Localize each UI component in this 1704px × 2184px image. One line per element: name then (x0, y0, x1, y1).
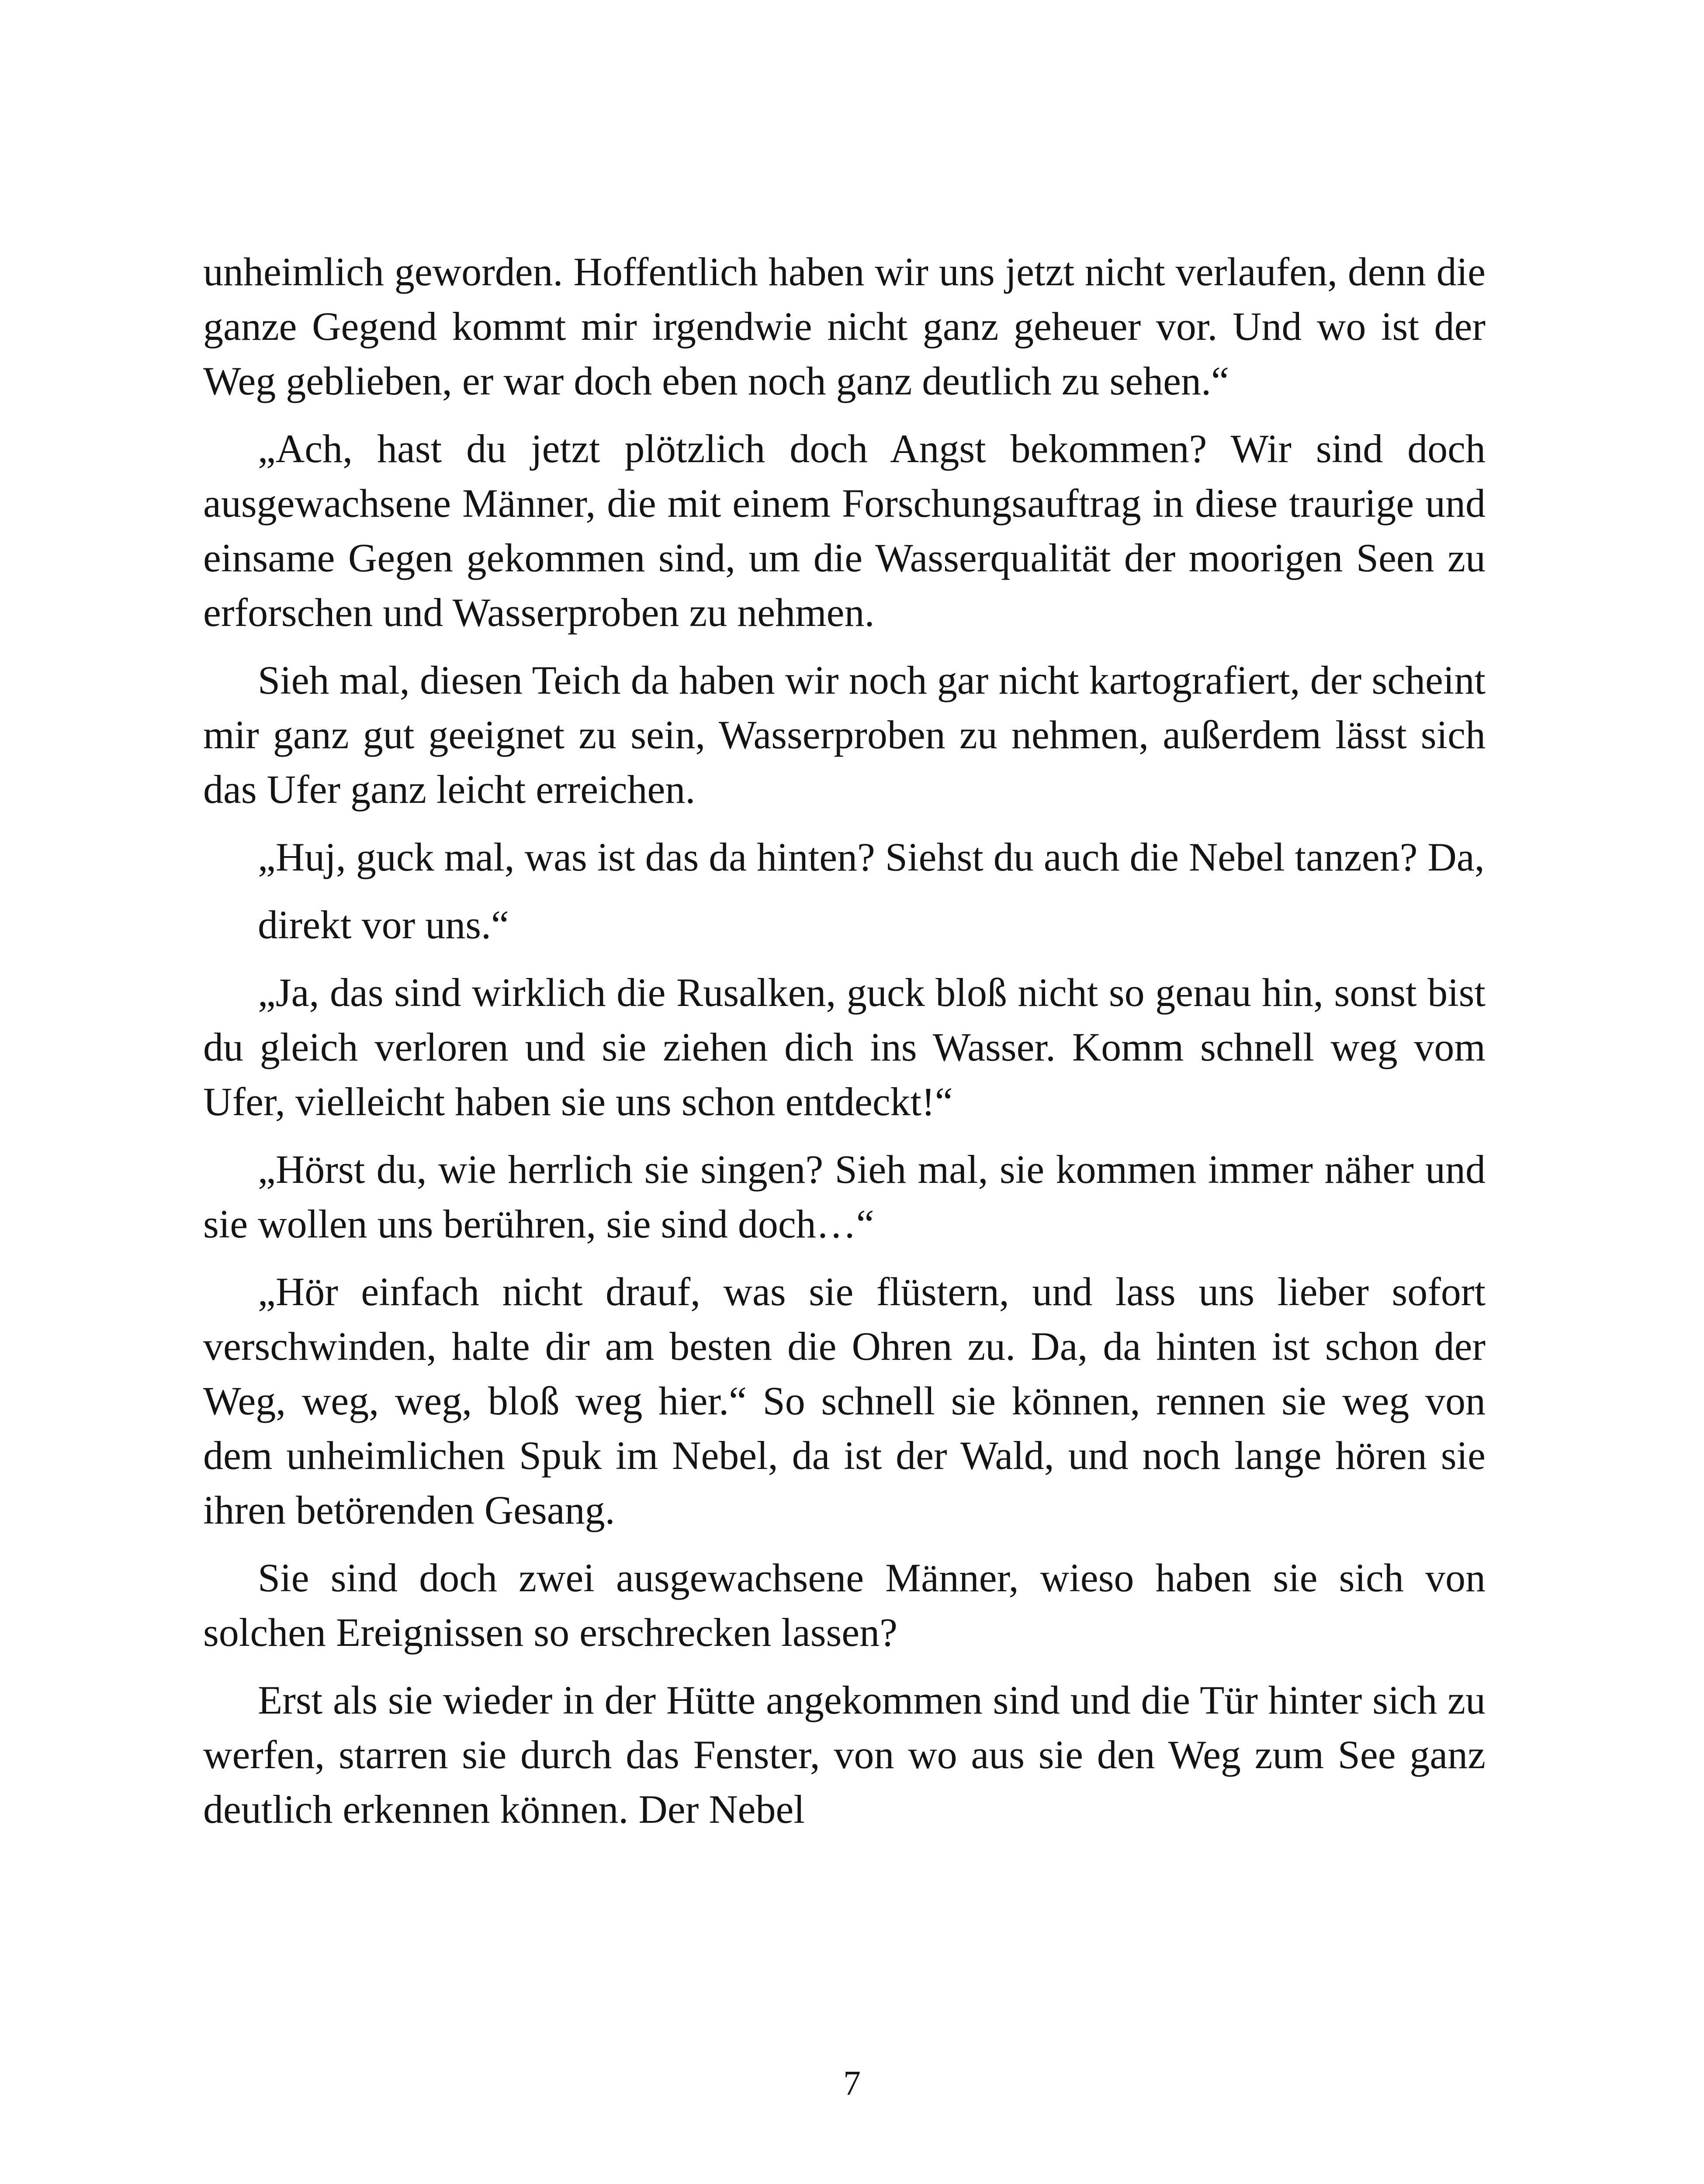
body-text (203, 245, 1486, 1850)
page-number: 7 (843, 2064, 861, 2103)
paragraph-6: „Ja, das sind wirklich die Rusalken, guck bloß nicht so genau hin, sonst bist du gleich verloren und sie ziehen dich ins Wasser. Komm schnell weg vom Ufer, vielleicht haben sie uns schon entdeckt!“ (203, 970, 1486, 1124)
paragraph-10: Erst als sie wieder in der Hütte angekommen sind und die Tür hinter sich zu werfen, starren sie durch das Fenster, von wo aus sie den Weg zum See ganz deutlich erkennen können. Der Nebel (203, 1678, 1486, 1832)
paragraph-2: „Ach, hast du jetzt plötzlich doch Angst bekommen? Wir sind doch ausgewachsene Männer, die mit einem Forschungsauftrag in diese traurige und einsame Gegen gekommen sind, um die Wasserqualität der moorigen Seen zu erforschen und Wasserproben zu nehmen. (203, 426, 1486, 635)
paragraph-9: Sie sind doch zwei ausgewachsene Männer, wieso haben sie sich von solchen Ereignissen so erschrecken lassen? (203, 1555, 1486, 1655)
paragraph-4: „Huj, guck mal, was ist das da hinten? Siehst du auch die Nebel tanzen? Da, (258, 835, 1485, 879)
paragraph-1: unheimlich geworden. Hoffentlich haben wir uns jetzt nicht verlaufen, denn die ganze Gegend kommt mir irgendwie nicht ganz geheuer vor. Und wo ist der Weg geblieben, er war doch eben noch ganz deutlich zu sehen.“ (203, 249, 1486, 403)
paragraph-8: „Hör einfach nicht drauf, was sie flüstern, und lass uns lieber sofort verschwinden, halte dir am besten die Ohren zu. Da, da hinten ist schon der Weg, weg, weg, bloß weg hier.“ So schnell sie können, rennen sie weg von dem unheimlichen Spuk im Nebel, da ist der Wald, und noch lange hören sie ihren betörenden Gesang. (203, 1269, 1486, 1532)
paragraph-7: „Hörst du, wie herrlich sie singen? Sieh mal, sie kommen immer näher und sie wollen uns berühren, sie sind doch…“ (203, 1147, 1486, 1246)
paragraph-5: direkt vor uns.“ (258, 902, 509, 947)
paragraph-3: Sieh mal, diesen Teich da haben wir noch gar nicht kartografiert, der scheint mir ganz gut geeignet zu sein, Wasserproben zu nehmen, außerdem lässt sich das Ufer ganz leicht erreichen. (203, 658, 1486, 812)
